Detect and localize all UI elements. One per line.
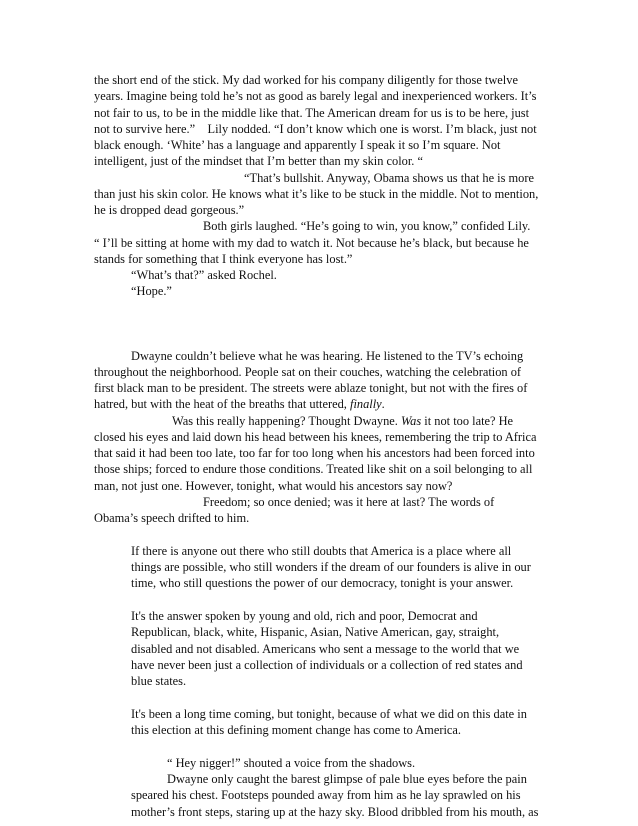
- text-line: closed his eyes and laid down his head between his knees, remembering the trip to Africa: [94, 429, 537, 444]
- text-run: hatred, but with the heat of the breaths that uttered,: [94, 397, 350, 412]
- quote-line: this election at this defining moment change has come to America.: [131, 723, 461, 737]
- text-line: Freedom; so once denied; was it here at last? The words of: [203, 494, 495, 509]
- text-line: “What’s that?” asked Rochel.: [131, 268, 277, 282]
- text-line: not to survive here.” Lily nodded. “I don’t know which one is worst. I’m black, just not: [94, 121, 537, 136]
- document-page: [94, 72, 556, 820]
- paragraph-block-dwayne: [94, 348, 556, 527]
- text-run: .: [381, 397, 385, 412]
- text-line: mother’s front steps, staring up at the hazy sky. Blood dribbled from his mouth, as: [131, 804, 539, 819]
- block-spacer: [94, 738, 556, 755]
- text-line: Dwayne only caught the barest glimpse of pale blue eyes before the pain: [167, 772, 527, 786]
- block-spacer: [94, 526, 556, 543]
- text-line: Dwayne couldn’t believe what he was hearing. He listened to the TV’s echoing: [131, 348, 524, 363]
- quote-line: It's been a long time coming, but tonight, because of what we did on this date in: [131, 706, 527, 721]
- text-line: years. Imagine being told he’s not as good as barely legal and inexperienced workers. It’s: [94, 89, 537, 104]
- text-line: Obama’s speech drifted to him.: [94, 511, 250, 525]
- paragraph-block-dialogue: [94, 72, 556, 300]
- text-line: stands for something that I think everyone has lost.”: [94, 251, 353, 266]
- text-line: [94, 413, 556, 429]
- text-line: intelligent, just of the mindset that I’m better than my skin color. “: [94, 154, 423, 169]
- text-line: Both girls laughed. “He’s going to win, you know,” confided Lily.: [203, 219, 531, 234]
- text-line: [94, 396, 556, 412]
- text-line: “ I’ll be sitting at home with my dad to watch it. Not because he’s black, but because he: [94, 235, 529, 250]
- text-line: than just his skin color. He knows what it’s like to be stuck in the middle. Not to mention,: [94, 186, 539, 201]
- paragraph-spacer: [94, 592, 556, 609]
- text-line: “Hope.”: [131, 284, 172, 299]
- quote-line: things are possible, who still wonders if the dream of our founders is alive in our: [131, 560, 531, 574]
- quote-line: It's the answer spoken by young and old, rich and poor, Democrat and: [131, 609, 478, 623]
- paragraph-spacer: [94, 689, 556, 706]
- text-line: black enough. ‘White’ has a language and apparently I speak it so I’m square. Not: [94, 138, 501, 152]
- text-line: that said it had been too late, too far for too long when his ancestors had been forced into: [94, 446, 535, 460]
- quote-line: Republican, black, white, Hispanic, Asian, Native American, gay, straight,: [131, 625, 500, 640]
- text-run: it not too late? He: [421, 413, 514, 428]
- quote-line: time, who still questions the power of our democracy, tonight is your answer.: [131, 576, 514, 591]
- text-line: first black man to be president. The streets were ablaze tonight, but not with the fires of: [94, 381, 528, 395]
- text-line: he is dropped dead gorgeous.”: [94, 203, 245, 217]
- text-line: “ Hey nigger!” shouted a voice from the shadows.: [167, 755, 416, 770]
- section-break: [94, 300, 556, 348]
- quote-line: blue states.: [131, 674, 187, 688]
- text-line: not fair to us, to be in the middle like that. The American dream for us is to be here, just: [94, 105, 530, 120]
- text-line: the short end of the stick. My dad worked for his company diligently for those twelve: [94, 73, 518, 87]
- quote-line: disabled and not disabled. Americans who sent a message to the world that we: [131, 641, 520, 656]
- text-line: those ships; forced to endure those conditions. Treated like shit on a soil belonging to all: [94, 462, 533, 477]
- quote-line: If there is anyone out there who still doubts that America is a place where all: [131, 543, 512, 558]
- text-run: Was this really happening? Thought Dwayne.: [172, 413, 401, 428]
- emphasis-text: Was: [400, 413, 422, 428]
- paragraph-block-attack: [94, 755, 556, 820]
- text-line: “That’s bullshit. Anyway, Obama shows us that he is more: [244, 170, 534, 185]
- text-line: man, not just one. However, tonight, what would his ancestors say now?: [94, 478, 453, 493]
- quote-line: have never been just a collection of individuals or a collection of red states and: [131, 657, 523, 672]
- text-line: throughout the neighborhood. People sat on their couches, watching the celebration of: [94, 364, 522, 379]
- emphasis-text: finally: [350, 397, 382, 412]
- speech-quote: [94, 543, 556, 739]
- text-line: speared his chest. Footsteps pounded away from him as he lay sprawled on his: [131, 788, 521, 803]
